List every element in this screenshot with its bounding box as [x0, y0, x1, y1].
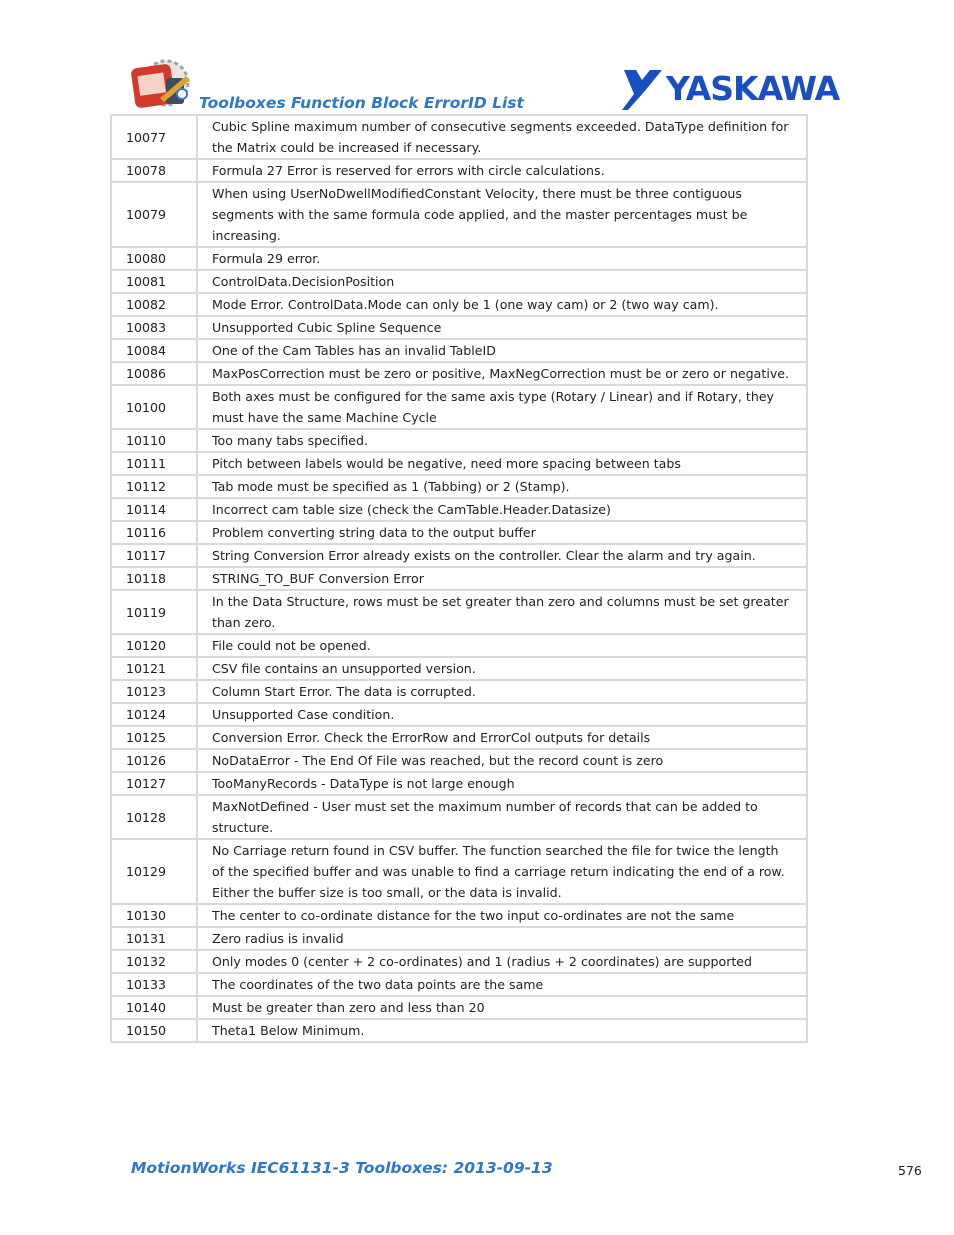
table-row: [111, 703, 807, 726]
error-description-cell: When using UserNoDwellModifiedConstant Velocity, there must be three contiguous segments with the same formula code applied, and the master percentages must be increasing.: [197, 182, 807, 247]
error-code-cell: 10111: [111, 452, 197, 475]
error-description-cell: CSV file contains an unsupported version.: [197, 657, 807, 680]
table-row: [111, 772, 807, 795]
table-row: [111, 385, 807, 429]
table-row: [111, 657, 807, 680]
error-description-cell: Zero radius is invalid: [197, 927, 807, 950]
error-description-cell: Problem converting string data to the output buffer: [197, 521, 807, 544]
table-row: [111, 159, 807, 182]
error-code-cell: 10119: [111, 590, 197, 634]
table-row: [111, 950, 807, 973]
error-description-cell: Mode Error. ControlData.Mode can only be 1 (one way cam) or 2 (two way cam).: [197, 293, 807, 316]
table-row: [111, 544, 807, 567]
header-title: Toolboxes Function Block ErrorID List: [199, 94, 524, 112]
table-row: [111, 795, 807, 839]
page-number: 576: [898, 1163, 922, 1178]
table-row: [111, 567, 807, 590]
error-code-cell: 10086: [111, 362, 197, 385]
toolbox-logo: [130, 58, 200, 112]
error-code-cell: 10100: [111, 385, 197, 429]
error-description-cell: String Conversion Error already exists on the controller. Clear the alarm and try again.: [197, 544, 807, 567]
table-row: [111, 339, 807, 362]
error-code-cell: 10150: [111, 1019, 197, 1042]
table-row: [111, 634, 807, 657]
table-row: [111, 270, 807, 293]
error-description-cell: Pitch between labels would be negative, need more spacing between tabs: [197, 452, 807, 475]
error-description-cell: Cubic Spline maximum number of consecutive segments exceeded. DataType definition for the Matrix could be increased if necessary.: [197, 115, 807, 159]
footer-title: MotionWorks IEC61131-3 Toolboxes: 2013-09-13: [131, 1159, 553, 1177]
error-code-cell: 10080: [111, 247, 197, 270]
table-row: [111, 749, 807, 772]
table-row: [111, 680, 807, 703]
table-row: [111, 293, 807, 316]
error-id-table: [110, 114, 808, 1043]
error-code-cell: 10112: [111, 475, 197, 498]
table-row: [111, 429, 807, 452]
error-code-cell: 10133: [111, 973, 197, 996]
table-row: [111, 590, 807, 634]
error-description-cell: Must be greater than zero and less than 20: [197, 996, 807, 1019]
error-description-cell: Conversion Error. Check the ErrorRow and ErrorCol outputs for details: [197, 726, 807, 749]
error-code-cell: 10131: [111, 927, 197, 950]
table-row: [111, 973, 807, 996]
error-code-cell: 10127: [111, 772, 197, 795]
table-row: [111, 362, 807, 385]
error-description-cell: Incorrect cam table size (check the CamTable.Header.Datasize): [197, 498, 807, 521]
error-code-cell: 10114: [111, 498, 197, 521]
error-code-cell: 10083: [111, 316, 197, 339]
error-code-cell: 10130: [111, 904, 197, 927]
error-code-cell: 10129: [111, 839, 197, 904]
yaskawa-logo: [620, 66, 846, 112]
error-code-cell: 10078: [111, 159, 197, 182]
error-description-cell: Unsupported Cubic Spline Sequence: [197, 316, 807, 339]
error-description-cell: Formula 29 error.: [197, 247, 807, 270]
table-row: [111, 927, 807, 950]
table-row: [111, 247, 807, 270]
error-description-cell: NoDataError - The End Of File was reached, but the record count is zero: [197, 749, 807, 772]
error-description-cell: Tab mode must be specified as 1 (Tabbing) or 2 (Stamp).: [197, 475, 807, 498]
error-description-cell: Theta1 Below Minimum.: [197, 1019, 807, 1042]
error-code-cell: 10117: [111, 544, 197, 567]
error-code-cell: 10081: [111, 270, 197, 293]
error-code-cell: 10140: [111, 996, 197, 1019]
error-description-cell: MaxPosCorrection must be zero or positive, MaxNegCorrection must be or zero or negative.: [197, 362, 807, 385]
error-description-cell: In the Data Structure, rows must be set greater than zero and columns must be set greater than zero.: [197, 590, 807, 634]
error-description-cell: One of the Cam Tables has an invalid TableID: [197, 339, 807, 362]
error-code-cell: 10116: [111, 521, 197, 544]
error-code-cell: 10121: [111, 657, 197, 680]
yaskawa-logo-text: YASKAWA: [666, 69, 840, 108]
error-description-cell: The coordinates of the two data points are the same: [197, 973, 807, 996]
error-code-cell: 10118: [111, 567, 197, 590]
table-row: [111, 904, 807, 927]
error-code-cell: 10110: [111, 429, 197, 452]
error-code-cell: 10084: [111, 339, 197, 362]
table-row: [111, 498, 807, 521]
error-code-cell: 10077: [111, 115, 197, 159]
table-row: [111, 182, 807, 247]
table-row: [111, 839, 807, 904]
error-description-cell: TooManyRecords - DataType is not large enough: [197, 772, 807, 795]
error-code-cell: 10126: [111, 749, 197, 772]
error-description-cell: No Carriage return found in CSV buffer. The function searched the file for twice the length of the specified buffer and was unable to find a carriage return indicating the end of a row. Either the buffer size is too small, or the data is invalid.: [197, 839, 807, 904]
table-row: [111, 1019, 807, 1042]
error-code-cell: 10125: [111, 726, 197, 749]
table-row: [111, 726, 807, 749]
error-code-cell: 10120: [111, 634, 197, 657]
error-description-cell: Formula 27 Error is reserved for errors with circle calculations.: [197, 159, 807, 182]
error-description-cell: STRING_TO_BUF Conversion Error: [197, 567, 807, 590]
error-code-cell: 10123: [111, 680, 197, 703]
table-row: [111, 316, 807, 339]
error-description-cell: Only modes 0 (center + 2 co-ordinates) and 1 (radius + 2 coordinates) are supported: [197, 950, 807, 973]
error-description-cell: File could not be opened.: [197, 634, 807, 657]
error-description-cell: Too many tabs specified.: [197, 429, 807, 452]
table-row: [111, 115, 807, 159]
error-description-cell: MaxNotDefined - User must set the maximum number of records that can be added to structure.: [197, 795, 807, 839]
table-row: [111, 996, 807, 1019]
error-description-cell: Both axes must be configured for the same axis type (Rotary / Linear) and if Rotary, they must have the same Machine Cycle: [197, 385, 807, 429]
error-description-cell: Column Start Error. The data is corrupted.: [197, 680, 807, 703]
error-code-cell: 10128: [111, 795, 197, 839]
table-row: [111, 521, 807, 544]
error-description-cell: ControlData.DecisionPosition: [197, 270, 807, 293]
error-code-cell: 10132: [111, 950, 197, 973]
error-description-cell: The center to co-ordinate distance for the two input co-ordinates are not the same: [197, 904, 807, 927]
table-row: [111, 452, 807, 475]
error-code-cell: 10124: [111, 703, 197, 726]
error-code-cell: 10079: [111, 182, 197, 247]
error-description-cell: Unsupported Case condition.: [197, 703, 807, 726]
table-row: [111, 475, 807, 498]
error-code-cell: 10082: [111, 293, 197, 316]
